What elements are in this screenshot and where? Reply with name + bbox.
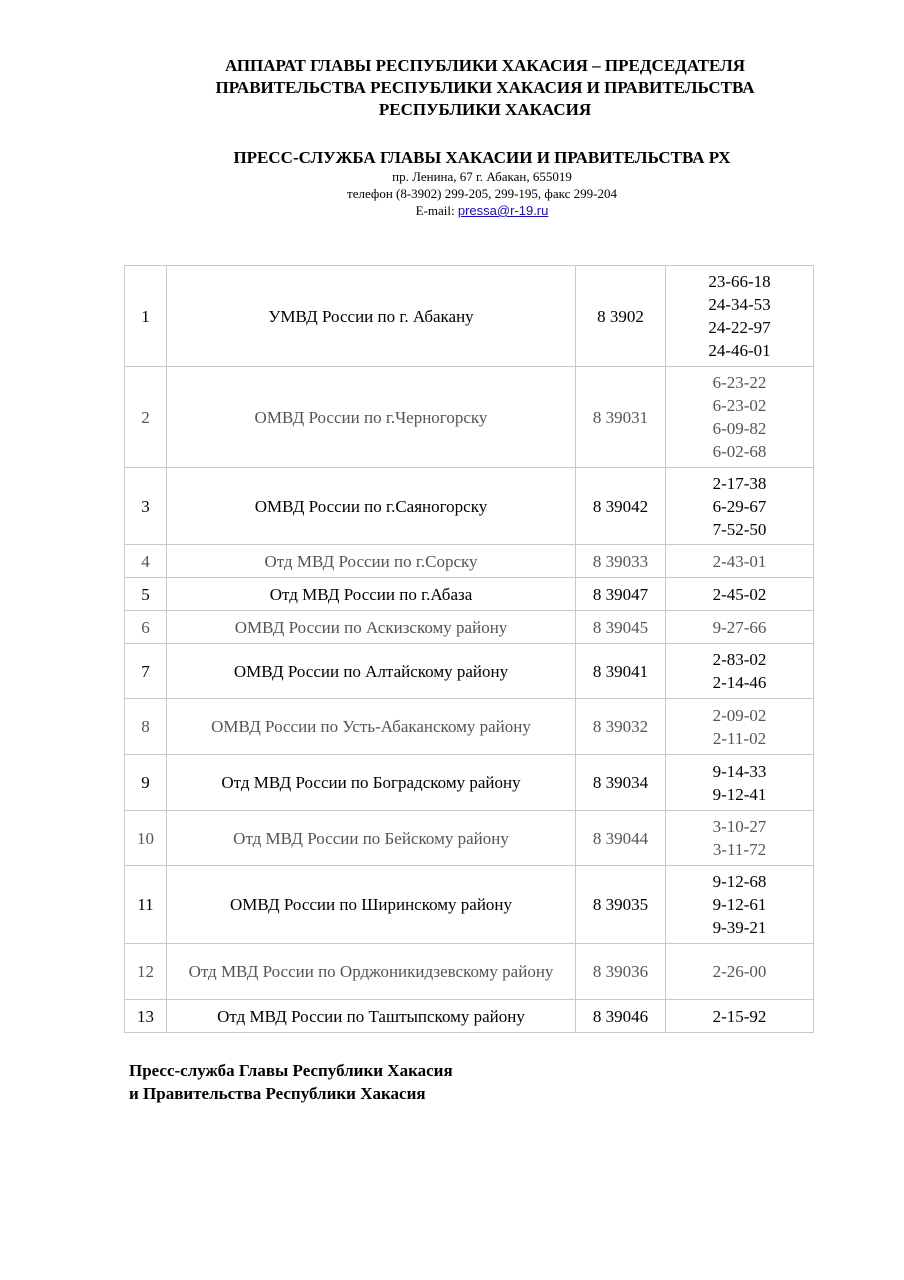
area-code: 8 39034 <box>576 755 666 811</box>
row-number: 12 <box>125 944 167 1000</box>
phone-number: 6-09-82 <box>712 419 767 438</box>
area-code: 8 39032 <box>576 699 666 755</box>
table-row <box>125 755 814 811</box>
area-code: 8 39031 <box>576 367 666 468</box>
phone-number: 2-43-01 <box>712 551 767 571</box>
area-code: 8 39035 <box>576 866 666 944</box>
phone-number: 9-12-41 <box>712 784 767 804</box>
table-body <box>125 266 814 1033</box>
table-row <box>125 611 814 644</box>
signature-line-1: Пресс-служба Главы Республики Хакасия <box>129 1061 453 1080</box>
row-number: 13 <box>125 1000 167 1033</box>
row-number: 1 <box>125 266 167 367</box>
org-title-line-2: ПРАВИТЕЛЬСТВА РЕСПУБЛИКИ ХАКАСИЯ И ПРАВИТЕЛЬСТВА <box>215 78 755 97</box>
unit-name: Отд МВД России по г.Абаза <box>167 578 576 611</box>
phone-numbers <box>666 644 814 699</box>
email-line <box>0 202 904 219</box>
table-row <box>125 266 814 367</box>
phone-numbers <box>666 578 814 611</box>
phone-number: 6-29-67 <box>712 496 767 516</box>
area-code: 8 39042 <box>576 468 666 545</box>
row-number: 4 <box>125 545 167 578</box>
row-number: 5 <box>125 578 167 611</box>
phone-number: 24-46-01 <box>708 341 771 360</box>
phone-fax: телефон (8-3902) 299-205, 299-195, факс 299-204 <box>347 186 617 201</box>
org-title-line-3: РЕСПУБЛИКИ ХАКАСИЯ <box>378 100 592 119</box>
unit-name: УМВД России по г. Абакану <box>167 266 576 367</box>
organization-title <box>0 55 904 121</box>
phone-number: 2-17-38 <box>712 473 767 493</box>
phone-numbers <box>666 1000 814 1033</box>
phone-number: 9-27-66 <box>712 617 767 637</box>
phone-number: 7-52-50 <box>712 519 767 539</box>
row-number: 3 <box>125 468 167 545</box>
phone-number: 2-26-00 <box>712 962 767 981</box>
unit-name: ОМВД России по Алтайскому району <box>167 644 576 699</box>
email-label: E-mail: <box>415 203 458 218</box>
press-service-title: ПРЕСС-СЛУЖБА ГЛАВЫ ХАКАСИИ И ПРАВИТЕЛЬСТВА РХ <box>233 148 731 167</box>
phone-number: 9-39-21 <box>712 918 767 937</box>
phone-number: 24-22-97 <box>708 318 771 337</box>
table-row <box>125 644 814 699</box>
phone-numbers <box>666 545 814 578</box>
area-code: 8 3902 <box>576 266 666 367</box>
row-number: 6 <box>125 611 167 644</box>
phone-numbers <box>666 266 814 367</box>
row-number: 2 <box>125 367 167 468</box>
table-row <box>125 811 814 866</box>
phone-number: 6-23-22 <box>712 373 767 392</box>
signature-line-2: и Правительства Республики Хакасия <box>129 1084 426 1103</box>
phone-number: 2-09-02 <box>712 705 767 725</box>
phone-number: 3-11-72 <box>712 840 767 859</box>
unit-name: Отд МВД России по Орджоникидзевскому району <box>167 944 576 1000</box>
area-code: 8 39047 <box>576 578 666 611</box>
phone-number: 9-12-68 <box>712 872 767 891</box>
unit-name: Отд МВД России по Боградскому району <box>167 755 576 811</box>
row-number: 9 <box>125 755 167 811</box>
org-title-line-1: АППАРАТ ГЛАВЫ РЕСПУБЛИКИ ХАКАСИЯ – ПРЕДСЕДАТЕЛЯ <box>224 56 746 75</box>
table-row <box>125 699 814 755</box>
phone-number: 2-83-02 <box>712 650 767 669</box>
unit-name: Отд МВД России по Таштыпскому району <box>167 1000 576 1033</box>
letterhead <box>0 55 904 219</box>
table-row <box>125 944 814 1000</box>
phone-number: 24-34-53 <box>708 295 771 314</box>
unit-name: Отд МВД России по г.Сорску <box>167 545 576 578</box>
unit-name: ОМВД России по г.Саяногорску <box>167 468 576 545</box>
phone-numbers <box>666 367 814 468</box>
phone-number: 2-45-02 <box>712 584 767 604</box>
area-code: 8 39045 <box>576 611 666 644</box>
address: пр. Ленина, 67 г. Абакан, 655019 <box>392 169 572 184</box>
unit-name: Отд МВД России по Бейскому району <box>167 811 576 866</box>
table-row <box>125 468 814 545</box>
area-code: 8 39044 <box>576 811 666 866</box>
row-number: 10 <box>125 811 167 866</box>
area-code: 8 39033 <box>576 545 666 578</box>
phone-number: 2-14-46 <box>712 673 767 692</box>
unit-name: ОМВД России по Ширинскому району <box>167 866 576 944</box>
phone-number: 3-10-27 <box>712 817 767 836</box>
phone-numbers <box>666 699 814 755</box>
phone-numbers <box>666 866 814 944</box>
signature-block <box>129 1059 453 1105</box>
phone-number: 23-66-18 <box>708 272 771 291</box>
table-row <box>125 866 814 944</box>
phone-number: 6-23-02 <box>712 396 767 415</box>
phone-number: 2-15-92 <box>712 1006 767 1026</box>
unit-name: ОМВД России по Усть-Абаканскому району <box>167 699 576 755</box>
phone-number: 2-11-02 <box>712 728 767 748</box>
area-code: 8 39041 <box>576 644 666 699</box>
row-number: 7 <box>125 644 167 699</box>
area-code: 8 39036 <box>576 944 666 1000</box>
table-row <box>125 578 814 611</box>
phone-number: 9-14-33 <box>712 761 767 781</box>
area-code: 8 39046 <box>576 1000 666 1033</box>
table-row <box>125 1000 814 1033</box>
phone-number: 9-12-61 <box>712 895 767 914</box>
police-units-table <box>124 265 814 1033</box>
email-link[interactable]: pressa@r-19.ru <box>457 203 549 218</box>
phone-numbers <box>666 811 814 866</box>
phone-numbers <box>666 611 814 644</box>
table-row <box>125 545 814 578</box>
table-row <box>125 367 814 468</box>
unit-name: ОМВД России по Аскизскому району <box>167 611 576 644</box>
phone-numbers <box>666 755 814 811</box>
phone-numbers <box>666 468 814 545</box>
phone-number: 6-02-68 <box>712 442 767 461</box>
row-number: 11 <box>125 866 167 944</box>
phone-numbers <box>666 944 814 1000</box>
row-number: 8 <box>125 699 167 755</box>
unit-name: ОМВД России по г.Черногорску <box>167 367 576 468</box>
